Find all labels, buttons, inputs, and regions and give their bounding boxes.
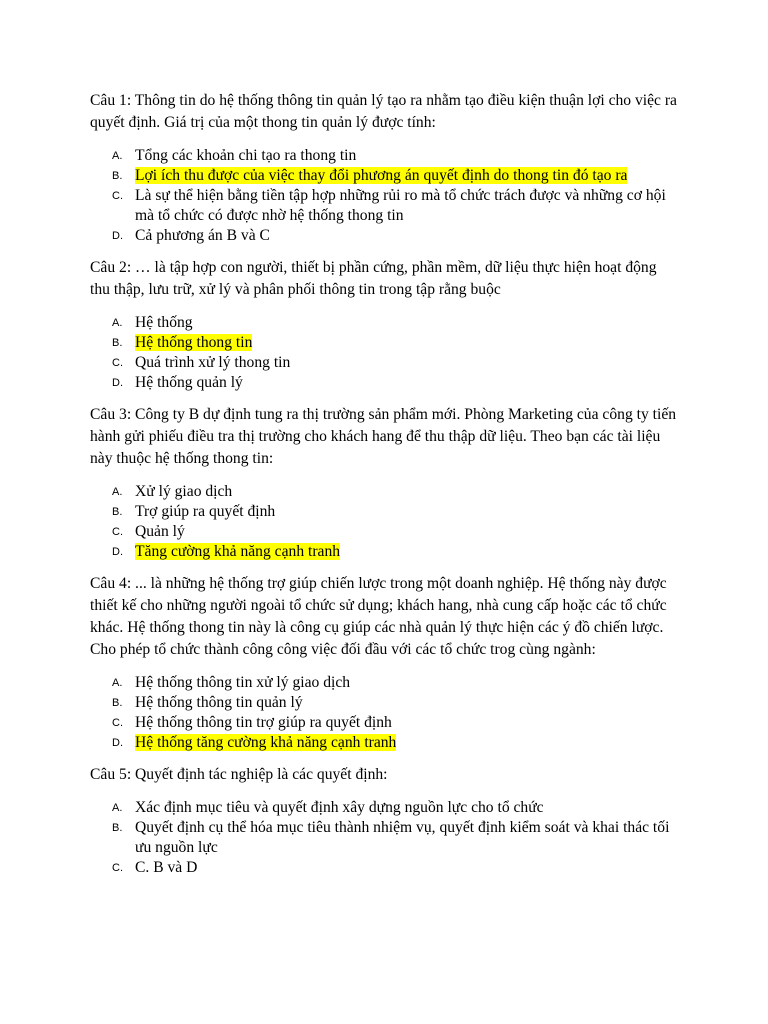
question-2	[90, 257, 680, 393]
option-text: Xử lý giao dịch	[135, 483, 233, 500]
option-text: Xác định mục tiêu và quyết định xây dựng nguồn lực cho tổ chức	[135, 799, 544, 816]
question-5	[90, 764, 680, 878]
answer-option-a	[90, 146, 680, 166]
answer-option-c	[90, 353, 680, 373]
option-letter: C.	[112, 357, 123, 369]
answer-option-a	[90, 313, 680, 333]
option-text: Là sự thể hiện bằng tiền tập hợp những rủi ro mà tổ chức trách được và những cơ hội mà tổ chức có được nhờ hệ thống thong tin	[135, 187, 666, 224]
option-letter: B.	[112, 170, 123, 182]
answer-option-a	[90, 673, 680, 693]
answer-options	[90, 146, 680, 246]
answer-option-b	[90, 818, 680, 858]
option-letter: A.	[112, 486, 123, 498]
option-text: Quá trình xử lý thong tin	[135, 354, 291, 371]
answer-option-c	[90, 186, 680, 226]
question-text: Câu 5: Quyết định tác nghiệp là các quyết định:	[90, 766, 388, 783]
document-content	[90, 90, 680, 889]
question-text: Câu 3: Công ty B dự định tung ra thị trường sản phẩm mới. Phòng Marketing của công ty tiến hành gửi phiếu điều tra thị trường cho khách hang để thu thập dữ liệu. Theo bạn các tài liệu này thuộc hệ thống thong tin:	[90, 406, 677, 467]
option-text: Cả phương án B và C	[135, 227, 270, 244]
answer-option-d	[90, 373, 680, 393]
option-text: C. B và D	[135, 859, 198, 876]
option-text: Quản lý	[135, 523, 185, 540]
option-letter: D.	[112, 737, 123, 749]
question-3	[90, 404, 680, 562]
option-letter: B.	[112, 822, 123, 834]
question-1	[90, 90, 680, 246]
answer-options	[90, 673, 680, 753]
option-text: Hệ thống thông tin quản lý	[135, 694, 303, 711]
answer-option-b	[90, 693, 680, 713]
option-letter: A.	[112, 317, 123, 329]
answer-option-d	[90, 733, 680, 753]
option-text: Hệ thống thông tin xử lý giao dịch	[135, 674, 351, 691]
answer-option-b	[90, 333, 680, 353]
option-text: Hệ thống thông tin trợ giúp ra quyết định	[135, 714, 392, 731]
question-text: Câu 2: … là tập hợp con người, thiết bị phần cứng, phần mềm, dữ liệu thực hiện hoạt động thu thập, lưu trữ, xử lý và phân phối thông tin trong tập rằng buộc	[90, 259, 657, 298]
answer-option-d	[90, 226, 680, 246]
answer-option-b	[90, 502, 680, 522]
answer-options	[90, 798, 680, 878]
option-letter: D.	[112, 546, 123, 558]
option-text-highlighted: Lợi ích thu được của việc thay đổi phương án quyết định do thong tin đó tạo ra	[135, 167, 628, 184]
question-text: Câu 4: ... là những hệ thống trợ giúp chiến lược trong một doanh nghiệp. Hệ thống này được thiết kế cho những người ngoài tổ chức sử dụng; khách hang, nhà cung cấp hoặc các tổ chức khác. Hệ thống thong tin này là công cụ giúp các nhà quản lý thực hiện các ý đồ chiến lược. Cho phép tổ chức thành công công việc đối đầu với các tổ chức trog cùng ngành:	[90, 575, 667, 658]
answer-options	[90, 313, 680, 393]
answer-option-d	[90, 542, 680, 562]
option-text-highlighted: Hệ thống thong tin	[135, 334, 253, 351]
option-text: Tổng các khoản chi tạo ra thong tin	[135, 147, 357, 164]
question-text: Câu 1: Thông tin do hệ thống thông tin quản lý tạo ra nhằm tạo điều kiện thuận lợi cho việc ra quyết định. Giá trị của một thong tin quản lý được tính:	[90, 92, 677, 131]
option-text: Quyết định cụ thể hóa mục tiêu thành nhiệm vụ, quyết định kiểm soát và khai thác tối ưu nguồn lực	[135, 819, 670, 856]
answer-option-c	[90, 858, 680, 878]
answer-option-a	[90, 482, 680, 502]
option-letter: D.	[112, 230, 123, 242]
option-letter: A.	[112, 677, 123, 689]
option-letter: B.	[112, 337, 123, 349]
option-text: Trợ giúp ra quyết định	[135, 503, 276, 520]
option-letter: B.	[112, 697, 123, 709]
option-text: Hệ thống	[135, 314, 193, 331]
option-letter: D.	[112, 377, 123, 389]
option-letter: A.	[112, 150, 123, 162]
question-4	[90, 573, 680, 753]
option-letter: C.	[112, 862, 123, 874]
option-letter: C.	[112, 190, 123, 202]
answer-option-b	[90, 166, 680, 186]
option-text: Hệ thống quản lý	[135, 374, 243, 391]
answer-option-c	[90, 522, 680, 542]
answer-option-c	[90, 713, 680, 733]
option-text-highlighted: Tăng cường khả năng cạnh tranh	[135, 543, 341, 560]
answer-options	[90, 482, 680, 562]
option-letter: C.	[112, 526, 123, 538]
option-text-highlighted: Hệ thống tăng cường khả năng cạnh tranh	[135, 734, 397, 751]
answer-option-a	[90, 798, 680, 818]
option-letter: B.	[112, 506, 123, 518]
option-letter: A.	[112, 802, 123, 814]
option-letter: C.	[112, 717, 123, 729]
